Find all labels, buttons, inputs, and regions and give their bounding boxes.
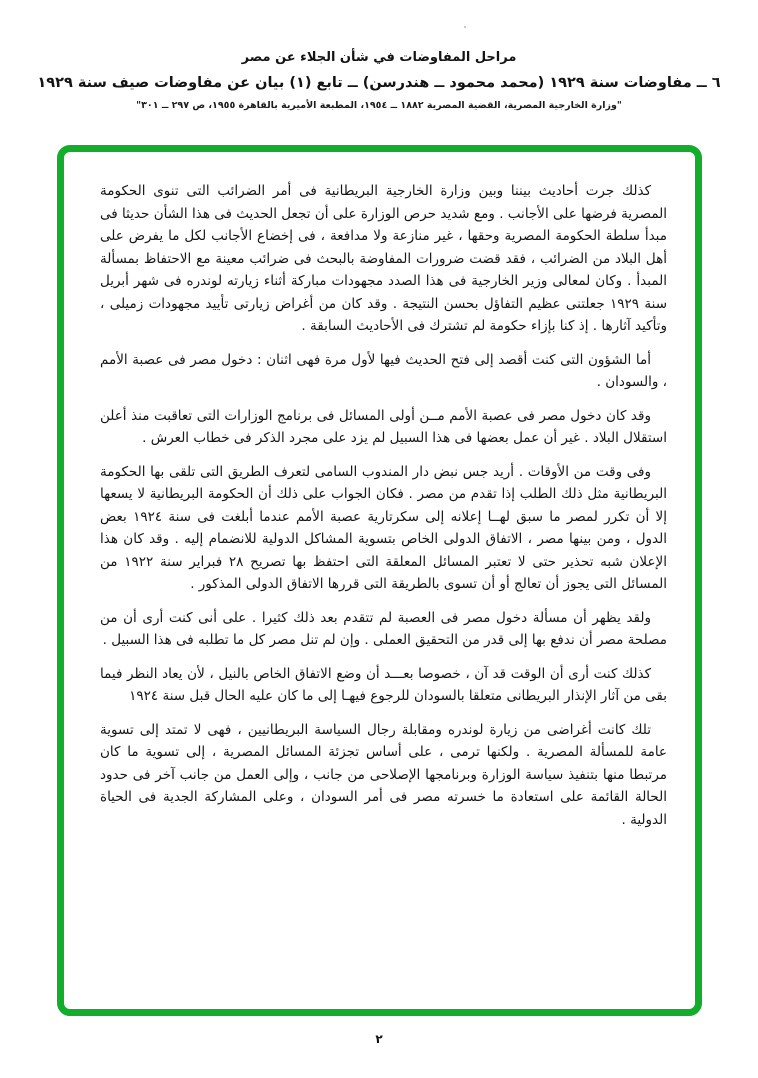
green-frame	[57, 145, 702, 1016]
document-body-text	[64, 152, 695, 1009]
paragraph-1: كذلك جرت أحاديث بيننا وبين وزارة الخارجية البريطانية فى أمر الضرائب التى تنوى الحكومة المصرية فرضها على الأجانب . ومع شديد حرص الوزارة على أن تجعل الحديث فى هذا الشأن حديثا فى مبدأ سلطة الحكومة المصرية وحقها ، غير منازعة ولا مدافعة ، فى إخضاع الأجانب لكل ما يفرض على أهل البلاد من الضرائب ، فقد قضت ضرورات المفاوضة بالبحث فى ضرائب معينة مع الاحتفاظ بمسألة المبدأ . وكان لمعالى وزير الخارجية فى هذا الصدد مجهودات مباركة أثناء زيارته لوندره فى شهر أبريل سنة ١٩٢٩ جعلتنى عظيم التفاؤل بحسن النتيجة . وقد كان من أغراض زيارتى تأييد مجهودات زميلى ، وتأكيد آثارها . إذ كنا بإزاء حكومة لم تشترك فى الأحاديث السابقة .	[100, 183, 668, 334]
page-number: ٢	[375, 1032, 383, 1046]
paragraph-6: كذلك كنت أرى أن الوقت قد آن ، خصوصا بعـــد أن وضع الاتفاق الخاص بالنيل ، لأن يعاد النظر فيما بقى من آثار الإنذار البريطانى متعلقا بالسودان للرجوع فيهـا إلى ما كان عليه الحال قبل سنة ١٩٢٤	[100, 665, 667, 704]
document-header	[0, 0, 758, 111]
page-title: مراحل المفاوضات في شأن الجلاء عن مصر	[241, 50, 517, 65]
paragraph-3: وقد كان دخول مصر فى عصبة الأمم مــن أولى المسائل فى برنامج الوزارات التى تعاقبت منذ أعلن استقلال البلاد . غير أن عمل بعضها فى هذا السبيل لم يزد على مجرد الذكر فى خطاب العرش .	[100, 407, 667, 446]
source-citation: "وزارة الخارجية المصرية، القضية المصرية ١٨٨٢ ــ ١٩٥٤، المطبعة الأميرية بالقاهرة ١٩٥٥، ص ٢٩٧ ــ ٣٠١"	[136, 100, 622, 111]
paragraph-5: ولقد يظهر أن مسألة دخول مصر فى العصبة لم تتقدم بعد ذلك كثيرا . على أنى كنت أرى أن من مصلحة مصر أن ندفع بها إلى قدر من التحقيق العملى . وإن لم تنل مصر كل ما تطلبه فى هذا السبيل .	[100, 609, 667, 648]
page-subtitle: ٦ ــ مفاوضات سنة ١٩٢٩ (محمد محمود ــ هندرسن) ــ تابع (١) بيان عن مفاوضات صيف سنة ١٩٢٩	[37, 75, 721, 91]
paragraph-4: وفى وقت من الأوقات . أريد جس نبض دار المندوب السامى لتعرف الطريق التى تلقى بها الحكومة البريطانية مثل ذلك الطلب إذا تقدم من مصر . فكان الجواب على ذلك أن الحكومة البريطانية لا يسعها إلا أن تكرر لمصر ما سبق لهــا إعلانه إلى سكرتارية عصبة الأمم عندما أبلغت فى سنة ١٩٢٤ بعض الدول ، ومن بينها مصر ، الاتفاق الدولى الخاص بتسوية المشاكل الدولية للانضمام إليه . وقد كان هذا الإعلان شبه تحذير حتى لا تعتبر المسائل المعلقة التى احتفظ بها تصريح ٢٨ فبراير سنة ١٩٢٢ من المسائل التى يجوز أن تعالج أو أن تسوى بالطريقة التى قررها الاتفاق الدولى المذكور .	[100, 463, 667, 592]
paragraph-7: تلك كانت أغراضى من زيارة لوندره ومقابلة رجال السياسة البريطانيين ، فهى لا تمتد إلى تسوية عامة للمسألة المصرية . ولكنها ترمى ، على أساس تجزئة المسائل المصرية ، إلى تسوية ما كان مرتبطا منها بتنفيذ سياسة الوزارة وبرنامجها الإصلاحى من جانب ، وإلى العمل من جانب آخر فى حدود الحالة القائمة على استعادة ما خسرته مصر فى أمر السودان ، وعلى المشاركة الجدية فى الحياة الدولية .	[100, 721, 667, 828]
paragraph-2: أما الشؤون التى كنت أقصد إلى فتح الحديث فيها لأول مرة فهى اثنان : دخول مصر فى عصبة الأمم ، والسودان .	[100, 351, 667, 390]
scan-artifact-dot	[464, 26, 466, 28]
